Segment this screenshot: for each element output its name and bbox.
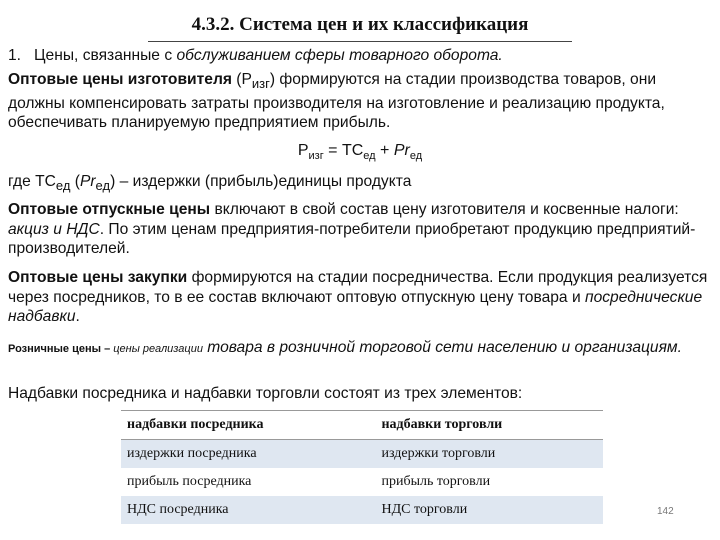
table-cell: НДС посредника [121,496,375,524]
page-number: 142 [657,506,674,517]
formula-lhs-sub: изг [308,150,324,163]
table-cell: прибыль торговли [381,474,491,489]
formula-pr: Pr [393,142,410,159]
table-cell: издержки торговли [375,440,603,469]
wholesale-release-term: Оптовые отпускные цены [8,201,211,218]
formula-explanation [8,172,714,196]
table-cell: прибыль посредника [127,474,252,489]
retail-term-emphasis: цены реализации [113,343,203,355]
wholesale-manufacturer-paragraph [8,70,714,133]
where-pr: Pr [79,173,96,190]
wholesale-release-text-1: включают в свой состав цену изготовителя и косвенные налоги: [210,201,679,218]
item-1-lead: Цены, связанные с [34,47,177,64]
table-cell: издержки посредника [121,440,375,469]
table-header-trade: надбавки торговли [375,411,603,440]
retail-paragraph [8,338,714,360]
where-tc-sub: ед [55,178,71,194]
wholesale-release-text-2: . По этим ценам предприятия-потребители приобретают продукцию предприятий-производителей. [8,220,696,257]
formula-pr-sub: ед [409,150,423,163]
formula-lhs: Р [297,142,309,159]
wholesale-manufacturer-text: ) формируются на стадии производства товаров, они должны компенсировать затраты производителя на изготовление и реализацию продукта, обеспечивать планируемую предприятием прибыль. [8,71,665,132]
wholesale-release-paragraph [8,200,714,259]
page-title: 4.3.2. Система цен и их классификация [191,14,529,35]
where-paren-close: ) [110,173,116,190]
wholesale-release-emphasis: акциз и НДС [8,220,100,238]
price-formula [0,142,720,162]
wholesale-manufacturer-term: Оптовые цены изготовителя [8,71,232,88]
item-1-number: 1. [8,47,22,64]
table-row [121,440,603,469]
table-row [121,496,603,524]
table-cell: НДС торговли [375,496,603,524]
wholesale-purchase-term: Оптовые цены закупки [8,269,188,286]
wholesale-purchase-text-1: формируются на стадии посредничества. Если продукция реализуется через посредников, то в ее состав включают оптовую отпускную цену товара и [8,269,708,306]
formula-plus: + [375,142,394,159]
where-pre: где ТС [8,173,56,190]
table-header-intermediary: надбавки посредника [121,411,375,440]
where-pr-sub: ед [95,178,111,194]
formula-tc-sub: ед [363,150,376,163]
markups-table [121,410,603,524]
wholesale-purchase-emphasis: посреднические надбавки [8,288,703,325]
item-1 [8,46,714,66]
markups-intro: Надбавки посредника и надбавки торговли состоят из трех элементов: [8,385,523,402]
item-1-emphasis: обслуживанием сферы товарного оборота. [176,47,503,64]
retail-text: товара в розничной торговой сети населению и организациям. [202,339,682,356]
price-symbol-sub: изг [251,76,270,92]
price-symbol: (Р [231,71,252,88]
table-header-row [121,411,603,440]
title-rule [148,41,572,42]
wholesale-purchase-text-2: . [75,308,80,325]
table-row [121,468,603,496]
formula-eq: = ТС [323,142,364,159]
where-rest: – издержки (прибыль)единицы продукта [115,173,412,190]
where-paren-open: ( [70,173,80,190]
wholesale-purchase-paragraph [8,268,714,327]
retail-term: Розничные цены – [8,343,114,355]
